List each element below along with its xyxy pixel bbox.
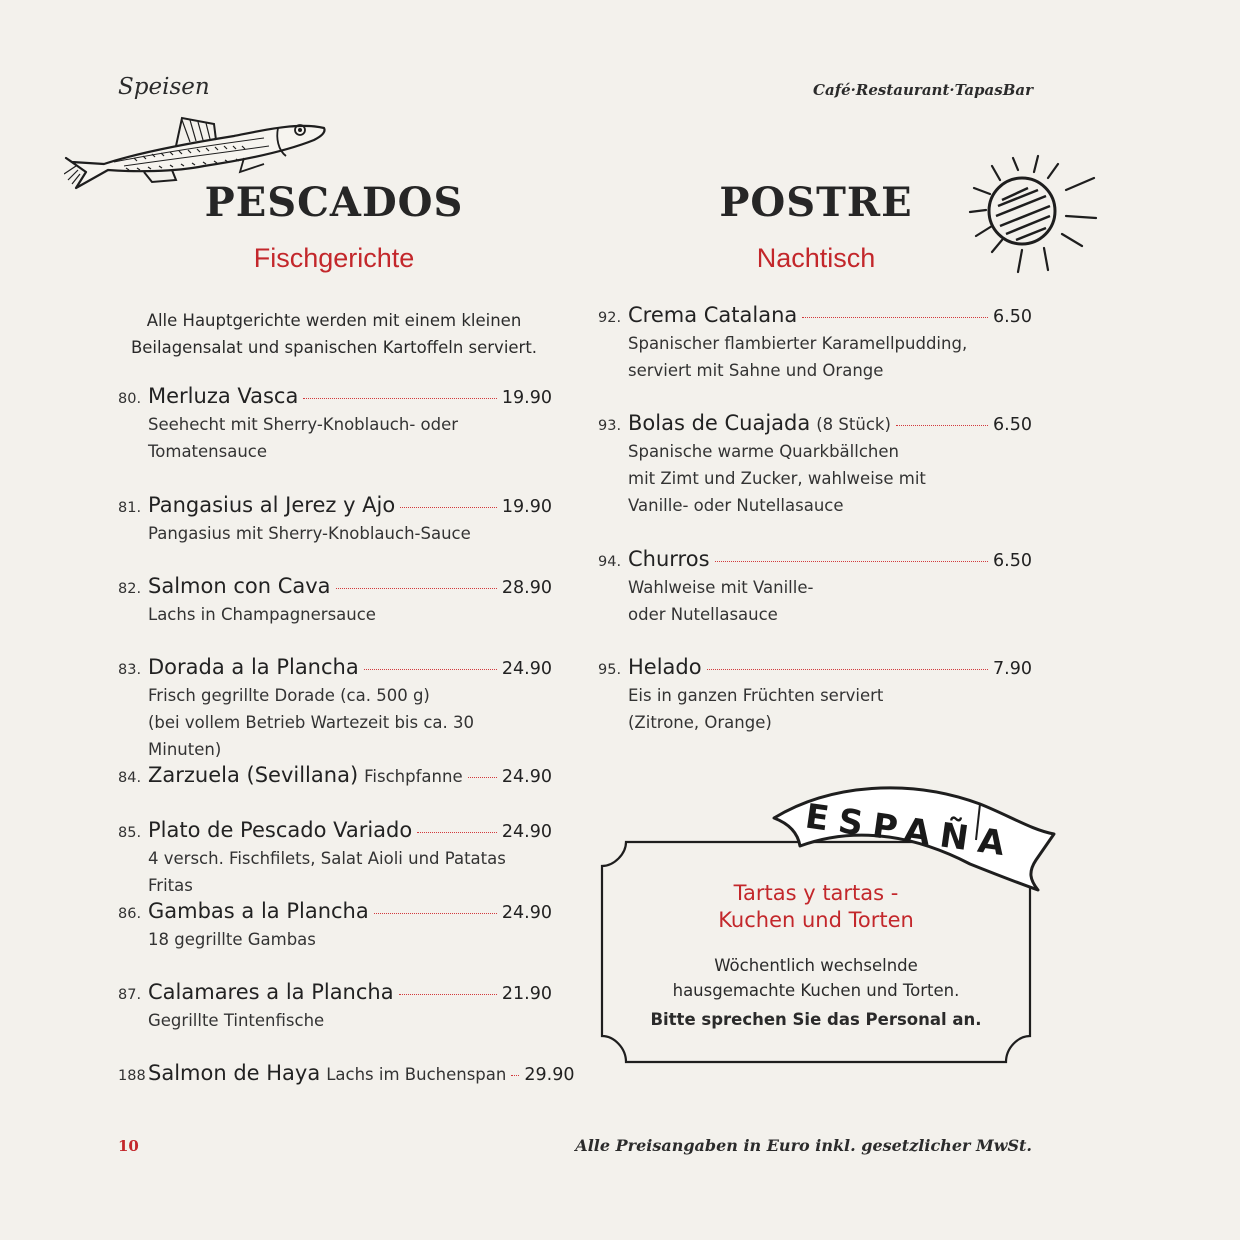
menu-item-header	[598, 411, 1032, 438]
leader-dots	[374, 913, 497, 914]
menu-item-name: Dorada a la Plancha	[148, 655, 359, 679]
leader-dots	[468, 777, 497, 778]
menu-item-price: 6.50	[993, 551, 1032, 571]
menu-item-name: Pangasius al Jerez y Ajo	[148, 493, 396, 517]
menu-item-number: 95.	[598, 662, 622, 678]
page-number: 10	[118, 1137, 139, 1155]
menu-item	[598, 655, 1032, 736]
menu-item-description: Pangasius mit Sherry-Knoblauch-Sauce	[148, 524, 471, 543]
price-note: Alle Preisangaben in Euro inkl. gesetzlicher MwSt.	[575, 1136, 1032, 1155]
menu-item-description: Frisch gegrillte Dorade (ca. 500 g)	[148, 686, 430, 705]
menu-item-price: 28.90	[501, 578, 552, 598]
menu-item-name: Plato de Pescado Variado	[148, 818, 413, 842]
menu-item	[118, 1061, 575, 1088]
leader-dots	[364, 669, 497, 670]
menu-item	[598, 411, 1032, 519]
menu-item-header	[598, 303, 1032, 330]
menu-item-price: 24.90	[501, 822, 552, 842]
menu-item-name: Zarzuela (Sevillana)	[148, 763, 359, 787]
menu-item-number: 188	[118, 1068, 146, 1084]
menu-item	[118, 493, 552, 547]
menu-item-price: 24.90	[501, 659, 552, 679]
menu-item-price: 7.90	[993, 659, 1032, 679]
menu-item	[118, 899, 552, 953]
menu-item-description: Gegrillte Tintenfische	[148, 1011, 325, 1030]
menu-item-number: 83.	[118, 662, 142, 678]
menu-item-number: 85.	[118, 825, 142, 841]
menu-item-number: 92.	[598, 310, 622, 326]
menu-item-header	[118, 899, 552, 926]
menu-item-number: 94.	[598, 554, 622, 570]
menu-item-number: 93.	[598, 418, 622, 434]
menu-item-number: 84.	[118, 770, 142, 786]
menu-item-price: 24.90	[501, 767, 552, 787]
menu-item-description: 4 versch. Fischfilets, Salat Aioli und Patatas Fritas	[148, 849, 506, 895]
espana-banner-text: ESPAÑA	[802, 796, 1017, 866]
tartas-title-line1: Tartas y tartas -	[733, 881, 899, 905]
leader-dots	[896, 425, 988, 426]
tartas-title-line2: Kuchen und Torten	[718, 908, 914, 932]
menu-item	[118, 574, 552, 628]
menu-item-description: serviert mit Sahne und Orange	[628, 361, 884, 380]
menu-item-description: (bei vollem Betrieb Wartezeit bis ca. 30 Minuten)	[148, 713, 475, 759]
menu-item-header	[118, 493, 552, 520]
tartas-text-line1: Wöchentlich wechselnde	[714, 956, 918, 975]
menu-item-price: 29.90	[524, 1065, 575, 1085]
menu-item	[118, 384, 552, 465]
menu-item	[118, 763, 552, 790]
menu-item-note: Lachs im Buchenspan	[326, 1065, 507, 1084]
menu-item-note: (8 Stück)	[816, 415, 891, 434]
menu-item	[118, 655, 552, 763]
leader-dots	[400, 507, 497, 508]
menu-item-description: Spanische warme Quarkbällchen	[628, 442, 899, 461]
pescados-intro: Alle Hauptgerichte werden mit einem kleinen Beilagensalat und spanischen Kartoffeln serviert.	[130, 311, 538, 357]
menu-item-price: 19.90	[501, 388, 552, 408]
menu-item-number: 80.	[118, 391, 142, 407]
menu-item-note: Fischpfanne	[364, 767, 463, 786]
menu-item-header	[118, 1061, 575, 1088]
menu-item-description: Tomatensauce	[148, 442, 268, 461]
menu-item	[598, 303, 1032, 384]
pescados-subtitle: Fischgerichte	[253, 243, 415, 273]
leader-dots	[303, 398, 497, 399]
menu-item-description: Lachs in Champagnersauce	[148, 605, 376, 624]
leader-dots	[399, 994, 497, 995]
menu-item-description: oder Nutellasauce	[628, 605, 778, 624]
leader-dots	[417, 832, 497, 833]
page-section-label: Speisen	[118, 74, 210, 100]
menu-item-name: Helado	[628, 655, 702, 679]
menu-item-header	[598, 547, 1032, 574]
menu-item-description: Vanille- oder Nutellasauce	[628, 496, 844, 515]
menu-item-number: 87.	[118, 987, 142, 1003]
menu-item-number: 81.	[118, 500, 142, 516]
menu-item-price: 19.90	[501, 497, 552, 517]
leader-dots	[715, 561, 989, 562]
menu-item-number: 86.	[118, 906, 142, 922]
menu-item-description: mit Zimt und Zucker, wahlweise mit	[628, 469, 926, 488]
menu-item-header	[118, 818, 552, 845]
menu-item-name: Calamares a la Plancha	[148, 980, 394, 1004]
menu-item-price: 6.50	[993, 307, 1032, 327]
menu-item-header	[118, 980, 552, 1007]
tartas-text	[600, 953, 1032, 1003]
menu-item-number: 82.	[118, 581, 142, 597]
menu-item-header	[118, 763, 552, 790]
leader-dots	[707, 669, 988, 670]
menu-item-price: 21.90	[501, 984, 552, 1004]
menu-item	[598, 547, 1032, 628]
menu-item-price: 6.50	[993, 415, 1032, 435]
menu-item-name: Salmon con Cava	[148, 574, 331, 598]
menu-item-name: Crema Catalana	[628, 303, 798, 327]
tartas-text-line2: hausgemachte Kuchen und Torten.	[672, 981, 960, 1000]
restaurant-name: Café·Restaurant·TapasBar	[813, 81, 1033, 99]
menu-item-header	[118, 384, 552, 411]
menu-item-header	[118, 655, 552, 682]
menu-item-description: Eis in ganzen Früchten serviert	[628, 686, 884, 705]
menu-item-name: Merluza Vasca	[148, 384, 299, 408]
menu-item-name: Gambas a la Plancha	[148, 899, 369, 923]
pescados-title: PESCADOS	[204, 179, 464, 226]
menu-item	[118, 980, 552, 1034]
leader-dots	[511, 1075, 519, 1076]
leader-dots	[336, 588, 497, 589]
menu-item-header	[598, 655, 1032, 682]
menu-item-price: 24.90	[501, 903, 552, 923]
menu-item-name: Churros	[628, 547, 710, 571]
menu-item-name: Salmon de Haya	[148, 1061, 321, 1085]
postre-subtitle: Nachtisch	[756, 243, 876, 273]
menu-item-description: Wahlweise mit Vanille-	[628, 578, 814, 597]
menu-item-description: (Zitrone, Orange)	[628, 713, 772, 732]
menu-item-description: 18 gegrillte Gambas	[148, 930, 316, 949]
postre-title: POSTRE	[719, 179, 913, 226]
menu-item-description: Seehecht mit Sherry-Knoblauch- oder	[148, 415, 459, 434]
espana-banner	[770, 780, 1060, 896]
tartas-call-to-action: Bitte sprechen Sie das Personal an.	[650, 1010, 982, 1029]
menu-item	[118, 818, 552, 899]
menu-item-description: Spanischer flambierter Karamellpudding,	[628, 334, 968, 353]
menu-item-name: Bolas de Cuajada	[628, 411, 811, 435]
menu-item-header	[118, 574, 552, 601]
leader-dots	[802, 317, 988, 318]
